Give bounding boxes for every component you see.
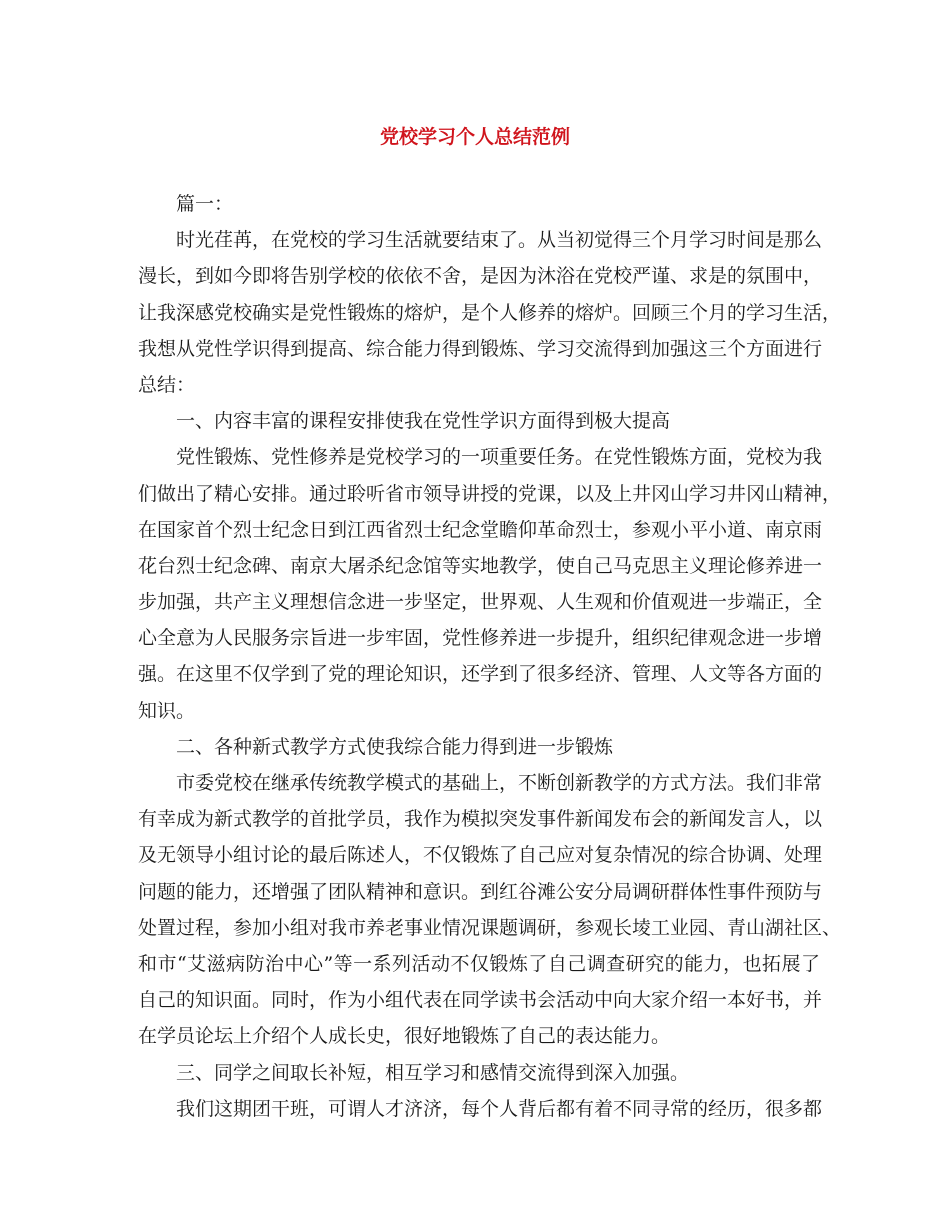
- text-line: 市委党校在继承传统教学模式的基础上，不断创新教学的方式方法。我们非常: [176, 772, 823, 794]
- text-line: 在学员论坛上介绍个人成长史，很好地锻炼了自己的表达能力。: [138, 1025, 671, 1048]
- text-line: 处置过程，参加小组对我市养老事业情况课题调研，参观长堎工业园、青山湖社区、: [138, 916, 842, 939]
- text-line: 强。在这里不仅学到了党的理论知识，还学到了很多经济、管理、人文等各方面的: [138, 663, 823, 686]
- text-line: 党性锻炼、党性修养是党校学习的一项重要任务。在党性锻炼方面，党校为我: [176, 446, 823, 469]
- document-title: 党校学习个人总结范例: [379, 126, 570, 148]
- text-line: 二、各种新式教学方式使我综合能力得到进一步锻炼: [176, 735, 614, 758]
- text-line: 我们这期团干班，可谓人才济济，每个人背后都有着不同寻常的经历，很多都: [176, 1097, 823, 1120]
- text-line: 总结：: [138, 373, 196, 396]
- text-line: 们做出了精心安排。通过聆听省市领导讲授的党课，以及上井冈山学习井冈山精神，: [138, 482, 842, 505]
- text-line: 知识。: [138, 699, 196, 722]
- text-line: 和市“艾滋病防治中心”等一系列活动不仅锻炼了自己调查研究的能力，也拓展了: [138, 952, 820, 975]
- text-line: 时光荏苒，在党校的学习生活就要结束了。从当初觉得三个月学习时间是那么: [176, 229, 823, 252]
- text-line: 自己的知识面。同时，作为小组代表在同学读书会活动中向大家介绍一本好书，并: [138, 989, 823, 1012]
- text-line: 漫长，到如今即将告别学校的依依不舍，是因为沐浴在党校严谨、求是的氛围中，: [138, 265, 823, 288]
- text-line: 有幸成为新式教学的首批学员，我作为模拟突发事件新闻发布会的新闻发言人，以: [138, 808, 823, 831]
- text-line: 问题的能力，还增强了团队精神和意识。到红谷滩公安分局调研群体性事件预防与: [138, 880, 823, 903]
- text-line: 一、内容丰富的课程安排使我在党性学识方面得到极大提高: [176, 410, 671, 433]
- text-line: 让我深感党校确实是党性锻炼的熔炉，是个人修养的熔炉。回顾三个月的学习生活，: [138, 301, 842, 324]
- text-line: 花台烈士纪念碑、南京大屠杀纪念馆等实地教学，使自己马克思主义理论修养进一: [138, 554, 823, 577]
- text-line: 我想从党性学识得到提高、综合能力得到锻炼、学习交流得到加强这三个方面进行: [138, 337, 823, 360]
- text-line: 心全意为人民服务宗旨进一步牢固，党性修养进一步提升，组织纪律观念进一步增: [138, 627, 823, 650]
- text-line: 步加强，共产主义理想信念进一步坚定，世界观、人生观和价值观进一步端正，全: [138, 591, 823, 614]
- text-line: 三、同学之间取长补短，相互学习和感情交流得到深入加强。: [176, 1061, 690, 1084]
- document-body: [138, 186, 842, 1127]
- text-line: 在国家首个烈士纪念日到江西省烈士纪念堂瞻仰革命烈士，参观小平小道、南京雨: [138, 518, 823, 541]
- text-line: 篇一：: [176, 193, 234, 215]
- text-line: 及无领导小组讨论的最后陈述人，不仅锻炼了自己应对复杂情况的综合协调、处理: [138, 844, 823, 867]
